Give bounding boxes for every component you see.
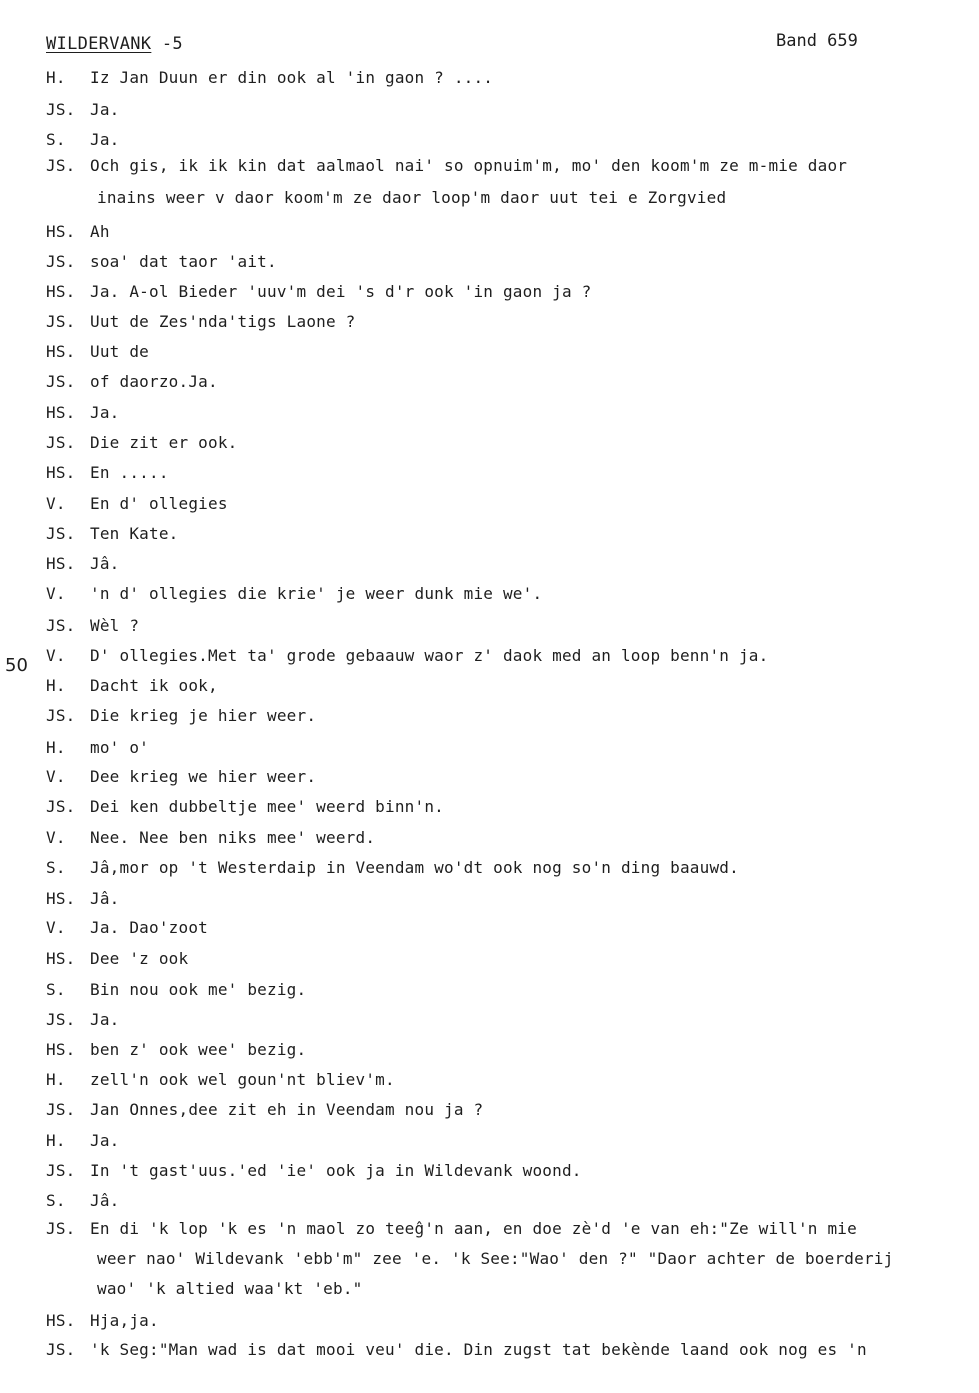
utterance-text: Ja.	[90, 100, 120, 119]
transcript-line	[46, 1161, 971, 1180]
transcript-line	[97, 188, 972, 207]
transcript-line	[46, 100, 971, 119]
speaker-label: JS.	[46, 797, 76, 816]
speaker-label: HS.	[46, 342, 76, 361]
utterance-text: Die zit er ook.	[90, 433, 238, 452]
transcript-line	[46, 584, 971, 603]
transcript-line	[46, 616, 971, 635]
utterance-text: 'k Seg:"Man wad is dat mooi veu' die. Din zugst tat bekènde laand ook nog es 'n	[90, 1340, 867, 1359]
utterance-text: Dee krieg we hier weer.	[90, 767, 317, 786]
band-label: Band 659	[776, 31, 858, 51]
transcript-line	[46, 282, 971, 301]
utterance-text: Dacht ik ook,	[90, 676, 218, 695]
speaker-label: JS.	[46, 433, 76, 452]
utterance-text: En .....	[90, 463, 169, 482]
utterance-text: Ja. A-ol Bieder 'uuv'm dei 's d'r ook 'in gaon ja ?	[90, 282, 592, 301]
transcript-line	[46, 554, 971, 573]
page-number: -5	[151, 34, 183, 54]
utterance-text: zell'n ook wel goun'nt bliev'm.	[90, 1070, 395, 1089]
utterance-text: ben z' ook wee' bezig.	[90, 1040, 307, 1059]
transcript-line	[46, 1040, 971, 1059]
transcript-line	[46, 676, 971, 695]
utterance-text: Bin nou ook me' bezig.	[90, 980, 307, 999]
utterance-text: Hja,ja.	[90, 1311, 159, 1330]
transcript-line	[46, 767, 971, 786]
utterance-text: Jan Onnes,dee zit eh in Veendam nou ja ?	[90, 1100, 484, 1119]
transcript-line	[46, 312, 971, 331]
utterance-text: soa' dat taor 'ait.	[90, 252, 277, 271]
transcript-line	[46, 949, 971, 968]
speaker-label: JS.	[46, 1100, 76, 1119]
speaker-label: JS.	[46, 372, 76, 391]
utterance-text: En di 'k lop 'k es 'n maol zo teeĝ'n aan, en doe zè'd 'e van eh:"Ze will'n mie	[90, 1219, 857, 1238]
transcript-line	[46, 1131, 971, 1150]
utterance-text: Ja.	[90, 130, 120, 149]
transcript-line	[46, 1070, 971, 1089]
speaker-label: S.	[46, 1191, 66, 1210]
transcript-line	[46, 738, 971, 757]
utterance-text: Ten Kate.	[90, 524, 179, 543]
utterance-text: Jâ.	[90, 554, 120, 573]
utterance-text: D' ollegies.Met ta' grode gebaauw waor z' daok med an loop benn'n ja.	[90, 646, 769, 665]
speaker-label: HS.	[46, 554, 76, 573]
speaker-label: S.	[46, 130, 66, 149]
speaker-label: H.	[46, 738, 66, 757]
utterance-text: Dei ken dubbeltje mee' weerd binn'n.	[90, 797, 444, 816]
speaker-label: JS.	[46, 252, 76, 271]
transcript-line	[46, 828, 971, 847]
speaker-label: HS.	[46, 403, 76, 422]
utterance-text: Ja.	[90, 403, 120, 422]
speaker-label: JS.	[46, 524, 76, 543]
utterance-text: Jâ.	[90, 889, 120, 908]
utterance-text: Uut de	[90, 342, 149, 361]
utterance-text: Ja.	[90, 1131, 120, 1150]
speaker-label: HS.	[46, 949, 76, 968]
speaker-label: V.	[46, 918, 66, 937]
margin-line-number: 50	[5, 655, 28, 676]
utterance-text: Ah	[90, 222, 110, 241]
speaker-label: JS.	[46, 1219, 76, 1238]
speaker-label: V.	[46, 584, 66, 603]
speaker-label: V.	[46, 828, 66, 847]
transcript-line	[46, 1191, 971, 1210]
speaker-label: H.	[46, 68, 66, 87]
utterance-text: Dee 'z ook	[90, 949, 189, 968]
utterance-text: Jâ.	[90, 1191, 120, 1210]
transcript-line	[46, 1311, 971, 1330]
transcript-line	[46, 706, 971, 725]
transcript-line	[46, 342, 971, 361]
transcript-line	[46, 646, 971, 665]
transcript-line	[46, 494, 971, 513]
transcript-line	[97, 1279, 972, 1298]
utterance-text: Die krieg je hier weer.	[90, 706, 317, 725]
transcript-line	[46, 1100, 971, 1119]
speaker-label: HS.	[46, 1040, 76, 1059]
transcript-line	[46, 980, 971, 999]
utterance-text: Och gis, ik ik kin dat aalmaol nai' so opnuim'm, mo' den koom'm ze m-mie daor	[90, 156, 848, 175]
speaker-label: JS.	[46, 616, 76, 635]
speaker-label: H.	[46, 1070, 66, 1089]
document-title: WILDERVANK	[46, 34, 152, 54]
header-title	[46, 34, 183, 54]
utterance-text: Nee. Nee ben niks mee' weerd.	[90, 828, 376, 847]
utterance-text: Wèl ?	[90, 616, 140, 635]
transcript-line	[46, 372, 971, 391]
speaker-label: S.	[46, 858, 66, 877]
transcript-line	[46, 1340, 971, 1359]
utterance-text: Uut de Zes'nda'tigs Laone ?	[90, 312, 356, 331]
speaker-label: JS.	[46, 706, 76, 725]
transcript-line	[46, 130, 971, 149]
transcript-line	[46, 1219, 971, 1238]
speaker-label: HS.	[46, 463, 76, 482]
utterance-text: 'n d' ollegies die krie' je weer dunk mie we'.	[90, 584, 543, 603]
speaker-label: JS.	[46, 1010, 76, 1029]
speaker-label: H.	[46, 676, 66, 695]
transcript-line	[46, 68, 971, 87]
utterance-text: In 't gast'uus.'ed 'ie' ook ja in Wildevank woond.	[90, 1161, 582, 1180]
transcript-line	[46, 858, 971, 877]
transcript-line	[46, 797, 971, 816]
speaker-label: JS.	[46, 312, 76, 331]
transcript-line	[46, 252, 971, 271]
speaker-label: V.	[46, 767, 66, 786]
speaker-label: S.	[46, 980, 66, 999]
utterance-text: En d' ollegies	[90, 494, 228, 513]
transcript-line	[46, 222, 971, 241]
speaker-label: JS.	[46, 1340, 76, 1359]
speaker-label: H.	[46, 1131, 66, 1150]
transcript-line	[46, 1010, 971, 1029]
transcript-line	[97, 1249, 972, 1268]
speaker-label: V.	[46, 494, 66, 513]
transcript-line	[46, 403, 971, 422]
transcript-line	[46, 889, 971, 908]
utterance-text: weer nao' Wildevank 'ebb'm" zee 'e. 'k See:"Wao' den ?" "Daor achter de boerderij	[97, 1249, 894, 1268]
transcript-line	[46, 524, 971, 543]
speaker-label: V.	[46, 646, 66, 665]
utterance-text: mo' o'	[90, 738, 149, 757]
speaker-label: HS.	[46, 1311, 76, 1330]
utterance-text: wao' 'k altied waa'kt 'eb."	[97, 1279, 363, 1298]
utterance-text: Jâ,mor op 't Westerdaip in Veendam wo'dt ook nog so'n ding baauwd.	[90, 858, 739, 877]
speaker-label: JS.	[46, 100, 76, 119]
speaker-label: HS.	[46, 889, 76, 908]
utterance-text: Ja.	[90, 1010, 120, 1029]
utterance-text: Iz Jan Duun er din ook al 'in gaon ? ....	[90, 68, 494, 87]
transcript-line	[46, 156, 971, 175]
transcript-line	[46, 433, 971, 452]
transcript-line	[46, 463, 971, 482]
speaker-label: JS.	[46, 1161, 76, 1180]
speaker-label: HS.	[46, 222, 76, 241]
transcript-line	[46, 918, 971, 937]
utterance-text: Ja. Dao'zoot	[90, 918, 208, 937]
speaker-label: HS.	[46, 282, 76, 301]
utterance-text: inains weer v daor koom'm ze daor loop'm daor uut tei e Zorgvied	[97, 188, 727, 207]
speaker-label: JS.	[46, 156, 76, 175]
utterance-text: of daorzo.Ja.	[90, 372, 218, 391]
